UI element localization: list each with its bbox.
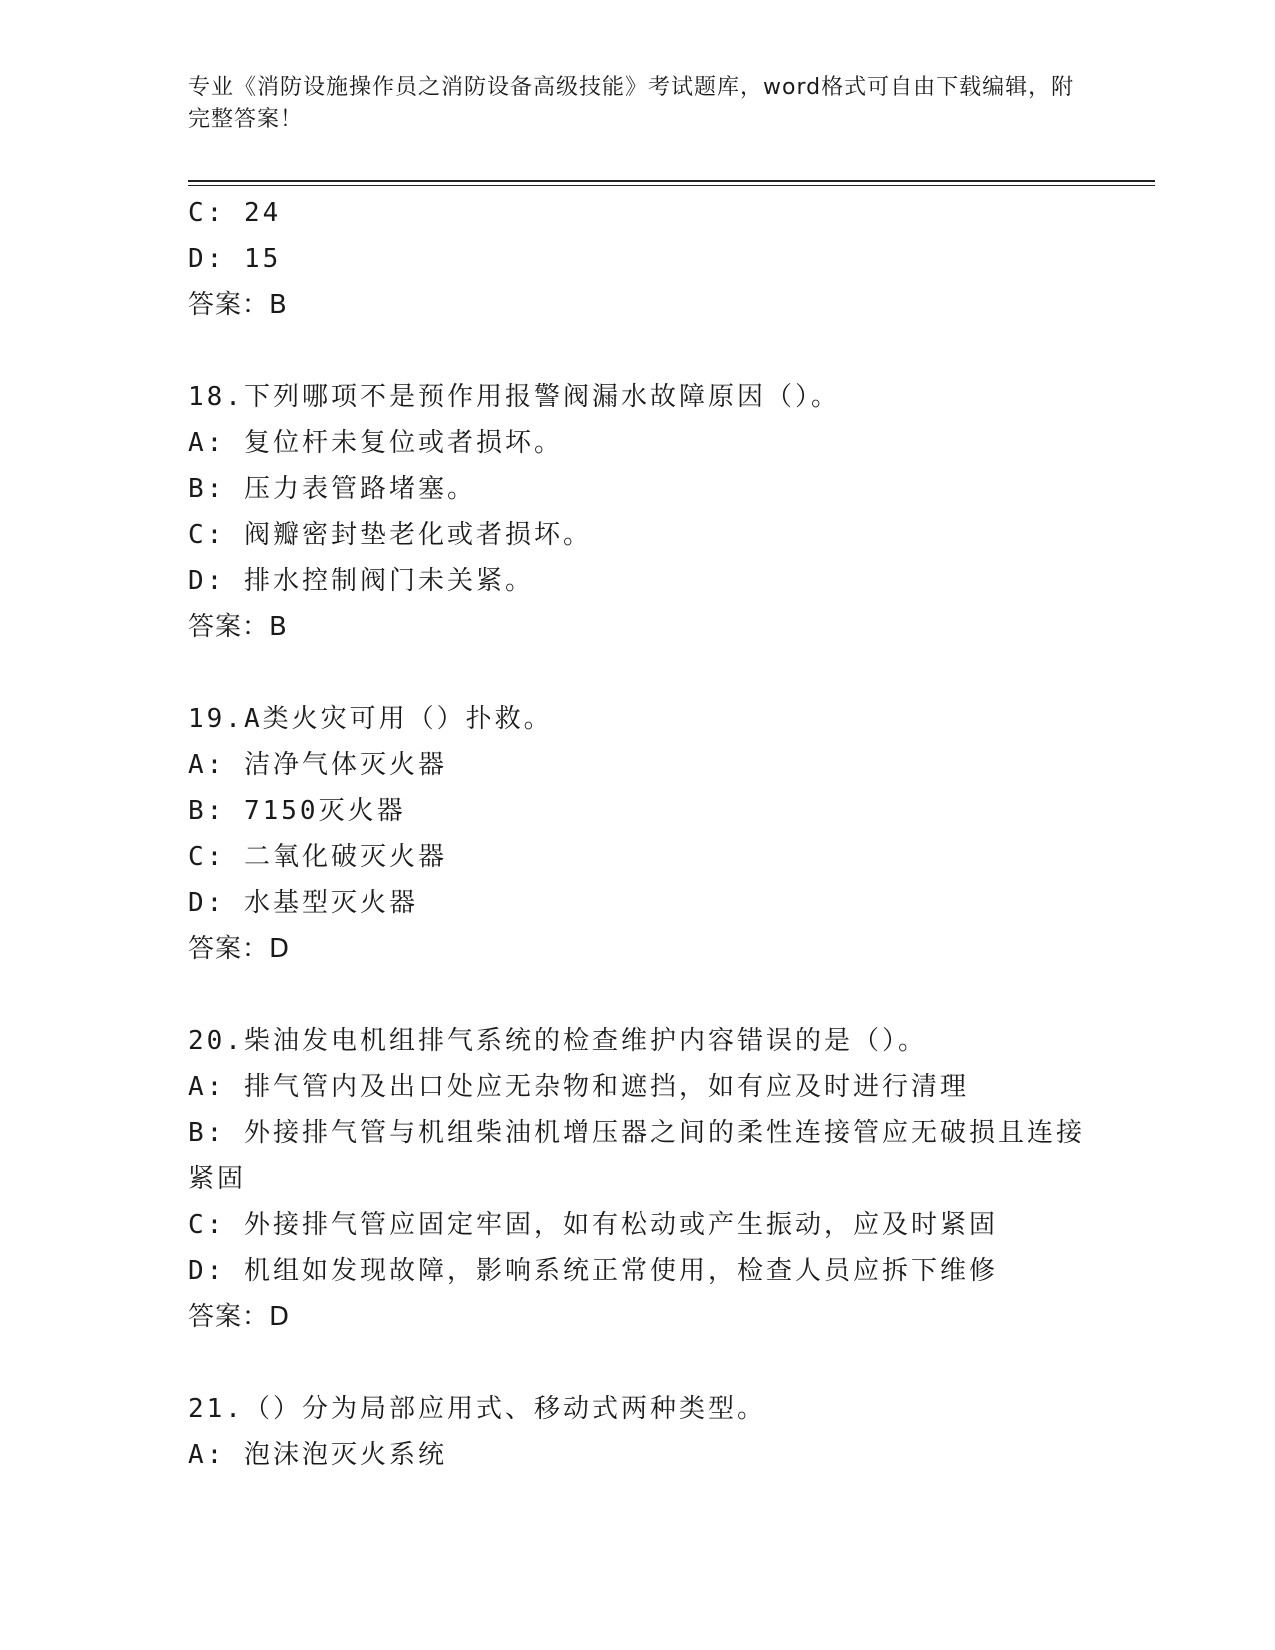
option-c: C: 阀瓣密封垫老化或者损坏。 [188, 520, 592, 550]
spacer [188, 1340, 1088, 1386]
option-d: D: 15 [188, 244, 282, 274]
spacer [188, 328, 1088, 374]
option-b: B: 压力表管路堵塞。 [188, 474, 476, 504]
question-stem: 21.（）分为局部应用式、移动式两种类型。 [188, 1394, 766, 1424]
question-stem: 19.A类火灾可用（）扑救。 [188, 704, 553, 734]
option-a: A: 复位杆未复位或者损坏。 [188, 428, 563, 458]
option-a: A: 排气管内及出口处应无杂物和遮挡，如有应及时进行清理 [188, 1072, 969, 1102]
option-a: A: 泡沫泡灭火系统 [188, 1440, 447, 1470]
question-stem: 18.下列哪项不是预作用报警阀漏水故障原因（）。 [188, 382, 840, 412]
page-header [188, 72, 1088, 136]
spacer [188, 972, 1088, 1018]
option-c: C: 外接排气管应固定牢固，如有松动或产生振动，应及时紧固 [188, 1210, 998, 1240]
option-d: D: 水基型灭火器 [188, 888, 418, 918]
option-d: D: 机组如发现故障，影响系统正常使用，检查人员应拆下维修 [188, 1256, 998, 1286]
option-d: D: 排水控制阀门未关紧。 [188, 566, 534, 596]
option-a: A: 洁净气体灭火器 [188, 750, 447, 780]
header-divider [188, 180, 1155, 186]
option-c: C: 24 [188, 198, 282, 228]
question-stem: 20.柴油发电机组排气系统的检查维护内容错误的是（）。 [188, 1026, 927, 1056]
answer-line: 答案：D [188, 934, 291, 964]
answer-line: 答案：B [188, 612, 288, 642]
option-b: B: 外接排气管与机组柴油机增压器之间的柔性连接管应无破损且连接紧固 [188, 1118, 1085, 1194]
spacer [188, 650, 1088, 696]
answer-line: 答案：D [188, 1302, 291, 1332]
header-text: 专业《消防设施操作员之消防设备高级技能》考试题库，word格式可自由下载编辑，附完整答案！ [188, 75, 1075, 132]
answer-line: 答案：B [188, 290, 288, 320]
option-c: C: 二氧化破灭火器 [188, 842, 447, 872]
option-b: B: 7150灭火器 [188, 796, 406, 826]
question-content [188, 190, 1088, 1478]
